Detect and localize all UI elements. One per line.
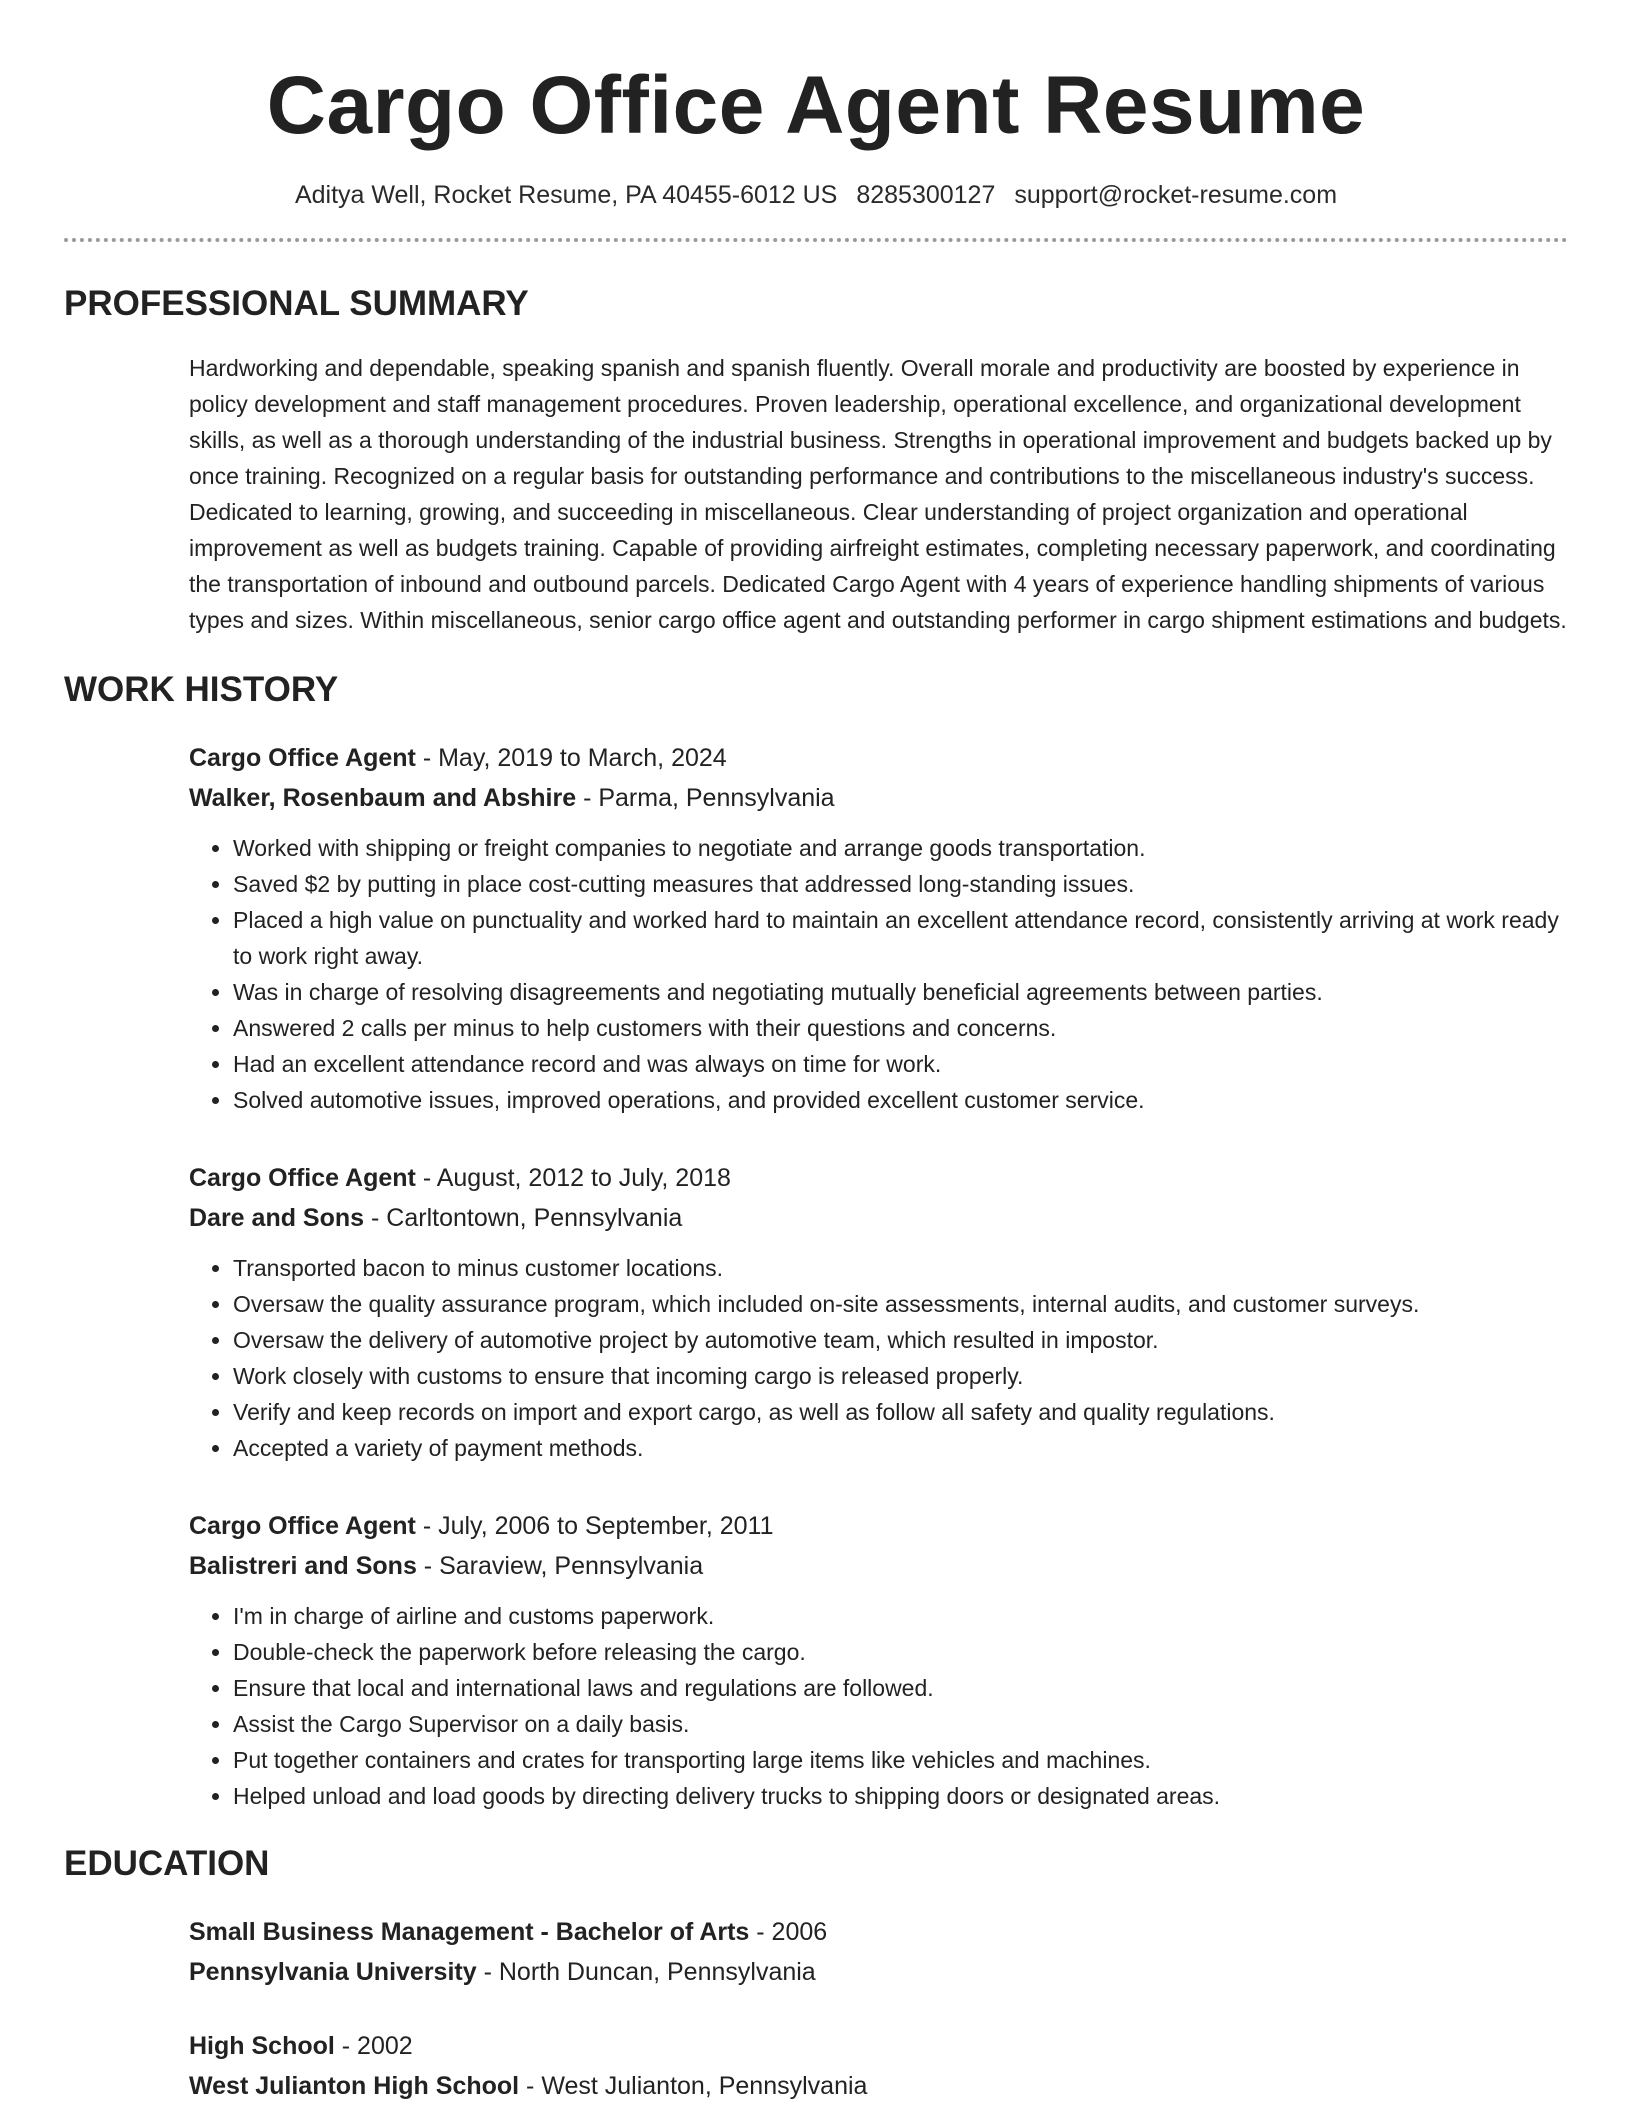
education-degree-line: [189, 2026, 1568, 2066]
job-role: Cargo Office Agent: [189, 1512, 416, 1540]
job-bullet: • Oversaw the delivery of automotive project by automotive team, which resulted in impostor.: [233, 1322, 1568, 1358]
job-bullet: • Saved $2 by putting in place cost-cutting measures that addressed long-standing issues.: [233, 866, 1568, 902]
education-degree-line: [189, 1912, 1568, 1952]
job-dates: - May, 2019 to March, 2024: [415, 744, 727, 772]
summary-text: Hardworking and dependable, speaking spanish and spanish fluently. Overall morale and productivity are boosted by experience in policy development and staff management procedures. Proven leadership, operational excellence, and organizational development skills, as well as a thorough understanding of the industrial business. Strengths in operational improvement and budgets backed up by once training. Recognized on a regular basis for outstanding performance and contributions to the miscellaneous industry's success. Dedicated to learning, growing, and succeeding in miscellaneous. Clear understanding of project organization and operational improvement as well as budgets training. Capable of providing airfreight estimates, completing necessary paperwork, and coordinating the transportation of inbound and outbound parcels. Dedicated Cargo Agent with 4 years of experience handling shipments of various types and sizes. Within miscellaneous, senior cargo office agent and outstanding performer in cargo shipment estimations and budgets.: [189, 355, 1567, 633]
education-entry: [189, 2026, 1568, 2106]
job-location: - Carltontown, Pennsylvania: [364, 1204, 683, 1232]
job-company-line: [189, 1198, 1568, 1238]
job-bullet: • Accepted a variety of payment methods.: [233, 1430, 1568, 1466]
job-bullet: • Verify and keep records on import and export cargo, as well as follow all safety and quality regulations.: [233, 1394, 1568, 1430]
job-company: Dare and Sons: [189, 1204, 365, 1232]
job-bullet: • Ensure that local and international laws and regulations are followed.: [233, 1670, 1568, 1706]
job-bullet: • Helped unload and load goods by directing delivery trucks to shipping doors or designated areas.: [233, 1778, 1568, 1814]
job-entry: [189, 738, 1568, 1118]
job-bullet: • Placed a high value on punctuality and worked hard to maintain an excellent attendance record, consistently arriving at work ready to work right away.: [233, 902, 1568, 974]
job-dates: - August, 2012 to July, 2018: [415, 1164, 731, 1192]
page-title: Cargo Office Agent Resume: [266, 60, 1366, 151]
education-school: West Julianton High School: [189, 2072, 520, 2100]
job-bullet: • Solved automotive issues, improved operations, and provided excellent customer service.: [233, 1082, 1568, 1118]
contact-line: [64, 178, 1568, 212]
job-location: - Parma, Pennsylvania: [576, 784, 835, 812]
job-location: - Saraview, Pennsylvania: [416, 1552, 704, 1580]
education-degree: High School: [189, 2032, 335, 2060]
job-title-line: [189, 1158, 1568, 1198]
job-company: Balistreri and Sons: [189, 1552, 417, 1580]
job-bullet: • Transported bacon to minus customer locations.: [233, 1250, 1568, 1286]
education-school-line: [189, 1952, 1568, 1992]
job-bullet: • Answered 2 calls per minus to help customers with their questions and concerns.: [233, 1010, 1568, 1046]
education-heading: EDUCATION: [64, 1844, 270, 1883]
job-bullet: • Assist the Cargo Supervisor on a daily basis.: [233, 1706, 1568, 1742]
job-entry: [189, 1158, 1568, 1466]
job-bullet: • Was in charge of resolving disagreements and negotiating mutually beneficial agreements between parties.: [233, 974, 1568, 1010]
job-bullets: [189, 830, 1568, 1118]
job-company-line: [189, 778, 1568, 818]
education-school: Pennsylvania University: [189, 1958, 477, 1986]
job-bullet: • Put together containers and crates for transporting large items like vehicles and machines.: [233, 1742, 1568, 1778]
education-entry: [189, 1912, 1568, 1992]
contact-address: Aditya Well, Rocket Resume, PA 40455-6012 US: [294, 181, 838, 209]
job-company-line: [189, 1546, 1568, 1586]
job-bullet: • Work closely with customs to ensure that incoming cargo is released properly.: [233, 1358, 1568, 1394]
education-list: [189, 1912, 1568, 2106]
job-bullet: • Double-check the paperwork before releasing the cargo.: [233, 1634, 1568, 1670]
education-location: - West Julianton, Pennsylvania: [519, 2072, 868, 2100]
summary-heading: PROFESSIONAL SUMMARY: [64, 284, 529, 323]
education-year: - 2002: [334, 2032, 413, 2060]
education-year: - 2006: [749, 1918, 828, 1946]
job-role: Cargo Office Agent: [189, 1164, 416, 1192]
job-title-line: [189, 1506, 1568, 1546]
education-degree: Small Business Management - Bachelor of Arts: [189, 1918, 750, 1946]
education-location: - North Duncan, Pennsylvania: [476, 1958, 816, 1986]
job-bullet: • Worked with shipping or freight companies to negotiate and arrange goods transportation.: [233, 830, 1568, 866]
job-company: Walker, Rosenbaum and Abshire: [189, 784, 577, 812]
job-bullet: • I'm in charge of airline and customs paperwork.: [233, 1598, 1568, 1634]
job-bullet: • Had an excellent attendance record and was always on time for work.: [233, 1046, 1568, 1082]
job-entry: [189, 1506, 1568, 1814]
job-dates: - July, 2006 to September, 2011: [415, 1512, 774, 1540]
job-role: Cargo Office Agent: [189, 744, 416, 772]
work-history-list: [189, 738, 1568, 1814]
job-title-line: [189, 738, 1568, 778]
job-bullet: • Oversaw the quality assurance program, which included on-site assessments, internal audits, and customer surveys.: [233, 1286, 1568, 1322]
contact-email[interactable]: support@rocket-resume.com: [1014, 181, 1338, 209]
job-bullets: [189, 1598, 1568, 1814]
contact-phone: 8285300127: [856, 181, 996, 209]
header-divider: [64, 238, 1568, 242]
work-history-heading: WORK HISTORY: [64, 670, 339, 709]
job-bullets: [189, 1250, 1568, 1466]
education-school-line: [189, 2066, 1568, 2106]
